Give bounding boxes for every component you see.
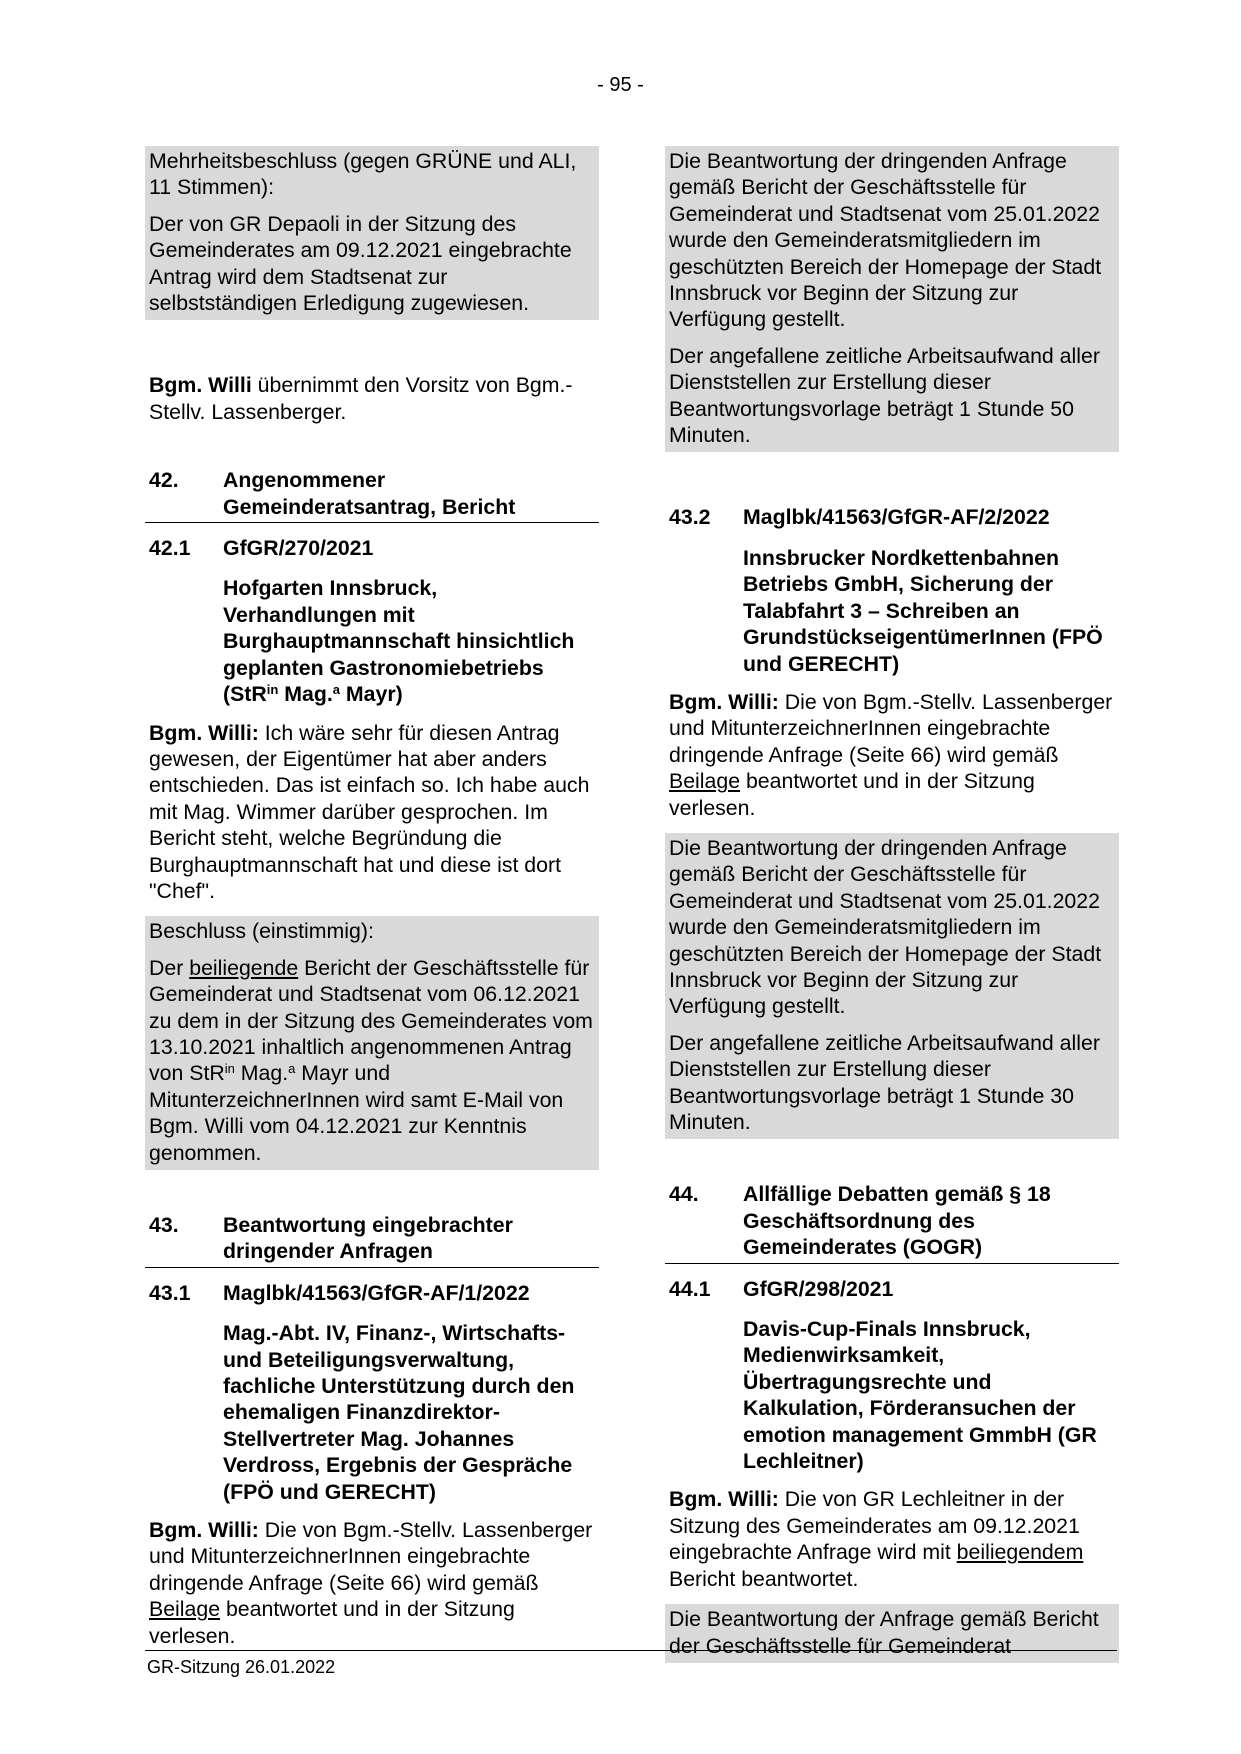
answer-text: Die Beantwortung der Anfrage gemäß Bericht der Geschäftsstelle für Gemeinderat (669, 1607, 1099, 1658)
speaker-name: Bgm. Willi: (149, 720, 259, 745)
right-column (665, 146, 1119, 1663)
effort-text: Der angefallene zeitliche Arbeitsaufwand aller Dienststellen zur Erstellung dieser Beantwortungsvorlage beträgt 1 Stunde 30 Minuten. (669, 1030, 1100, 1134)
resolution-vote: Beschluss (einstimmig): (149, 919, 374, 944)
item-43-1-subject: Mag.-Abt. IV, Finanz-, Wirtschafts- und Beteiligungsverwaltung, fachliche Unterstützung durch den ehemaligen Finanzdirektor-Stellvertreter Mag. Johannes Verdross, Ergebnis der Gespräche (FPÖ und GERECHT) (223, 1321, 575, 1504)
item-43-1-statement: Bgm. Willi: Die von Bgm.-Stellv. Lassenberger und MitunterzeichnerInnen eingebrachte dringende Anfrage (Seite 66) wird gemäß Beilage beantwortet und in der Sitzung verlesen. (149, 1518, 593, 1648)
attachment-link[interactable]: beiliegende (189, 955, 299, 980)
section-44-title: Allfällige Debatten gemäß § 18 Geschäftsordnung des Gemeinderates (GOGR) (743, 1182, 1051, 1260)
item-43-2-subject: Innsbrucker Nordkettenbahnen Betriebs GmbH, Sicherung der Talabfahrt 3 – Schreiben an GrundstückseigentümerInnen (FPÖ und GERECHT) (743, 545, 1103, 676)
speaker-name: Bgm. Willi: (669, 689, 779, 714)
item-43-2-heading: 43.2 Maglbk/41563/GfGR-AF/2/2022 (665, 504, 1119, 532)
item-43-2-statement: Bgm. Willi: Die von Bgm.-Stellv. Lassenberger und MitunterzeichnerInnen eingebrachte dringende Anfrage (Seite 66) wird gemäß Beilage beantwortet und in der Sitzung verlesen. (669, 689, 1113, 820)
chair-change-note: Bgm. Willi übernimmt den Vorsitz von Bgm.-Stellv. Lassenberger. (149, 373, 573, 424)
item-42-1-heading: 42.1 GfGR/270/2021 (145, 535, 599, 563)
item-43-2-reference: Maglbk/41563/GfGR-AF/2/2022 (743, 505, 1050, 530)
footer-session-date: GR-Sitzung 26.01.2022 (147, 1657, 336, 1677)
answer-text: Die Beantwortung der dringenden Anfrage gemäß Bericht der Geschäftsstelle für Gemeinderat und Stadtsenat vom 25.01.2022 wurde den Gemeinderatsmitgliedern im geschützten Bereich der Homepage der Stadt Innsbruck vor Beginn der Sitzung zur Verfügung gestellt. (669, 835, 1102, 1019)
attachment-link[interactable]: Beilage (669, 769, 741, 794)
section-44-heading: 44. Allfällige Debatten gemäß § 18 Geschäftsordnung des Gemeinderates (GOGR) (665, 1181, 1119, 1263)
resolution-block-2 (145, 916, 599, 1170)
item-42-1-reference: GfGR/270/2021 (223, 536, 374, 561)
footer-rule (145, 1650, 1117, 1651)
effort-text: Der angefallene zeitliche Arbeitsaufwand aller Dienststellen zur Erstellung dieser Beantwortungsvorlage beträgt 1 Stunde 50 Minuten. (669, 343, 1100, 448)
item-42-1-statement: Bgm. Willi: Ich wäre sehr für diesen Antrag gewesen, der Eigentümer hat aber anders entschieden. Das ist einfach so. Ich habe auch mit Mag. Wimmer darüber gesprochen. Im Bericht steht, welche Begründung die Burghauptmannschaft hat und diese ist dort "Chef". (149, 720, 590, 903)
speaker-name: Bgm. Willi: (149, 1518, 259, 1543)
speaker-name: Bgm. Willi: (669, 1487, 779, 1512)
item-44-1-statement: Bgm. Willi: Die von GR Lechleitner in der Sitzung des Gemeinderates am 09.12.2021 eingebrachte Anfrage wird mit beiliegendem Bericht beantwortet. (669, 1487, 1084, 1591)
item-43-1-heading: 43.1 Maglbk/41563/GfGR-AF/1/2022 (145, 1280, 599, 1308)
resolution-block-1 (145, 146, 599, 320)
section-42-title: Angenommener Gemeinderatsantrag, Bericht (223, 468, 516, 519)
section-43-heading: 43. Beantwortung eingebrachter dringender Anfragen (145, 1212, 599, 1268)
resolution-text: Der von GR Depaoli in der Sitzung des Gemeinderates am 09.12.2021 eingebrachte Antrag wird dem Stadtsenat zur selbstständigen Erledigung zugewiesen. (149, 211, 572, 316)
item-44-1-heading: 44.1 GfGR/298/2021 (665, 1276, 1119, 1304)
section-42-heading: 42. Angenommener Gemeinderatsantrag, Bericht (145, 467, 599, 523)
resolution-text: Der beiliegende Bericht der Geschäftsstelle für Gemeinderat und Stadtsenat vom 06.12.2021 zu dem in der Sitzung des Gemeinderates vom 13.10.2021 inhaltlich angenommenen Antrag von StR$^{in}$ Mag.$^a$ Mayr und MitunterzeichnerInnen wird samt E-Mail von Bgm. Willi vom 04.12.2021 zur Kenntnis genommen. (149, 955, 593, 1165)
attachment-link[interactable]: Beilage (149, 1597, 221, 1622)
item-42-1-subject: Hofgarten Innsbruck, Verhandlungen mit Burghauptmannschaft hinsichtlich geplanten Gastronomiebetriebs (StR$^{in}$ Mag.$^a$ Mayr) (223, 576, 575, 707)
answer-block-3 (665, 1604, 1119, 1663)
item-44-1-reference: GfGR/298/2021 (743, 1276, 894, 1301)
item-43-1-reference: Maglbk/41563/GfGR-AF/1/2022 (223, 1280, 530, 1305)
section-43-title: Beantwortung eingebrachter dringender Anfragen (223, 1213, 513, 1264)
item-44-1-subject: Davis-Cup-Finals Innsbruck, Medienwirksamkeit, Übertragungsrechte und Kalkulation, Förderansuchen der emotion management GmmbH (GR Lechleitner) (743, 1317, 1097, 1474)
attachment-link[interactable]: beiliegendem (956, 1540, 1084, 1565)
answer-block-1 (665, 146, 1119, 452)
answer-text: Die Beantwortung der dringenden Anfrage gemäß Bericht der Geschäftsstelle für Gemeinderat und Stadtsenat vom 25.01.2022 wurde den Gemeinderatsmitgliedern im geschützten Bereich der Homepage der Stadt Innsbruck vor Beginn der Sitzung zur Verfügung gestellt. (669, 149, 1102, 332)
page-number: - 95 - (597, 74, 644, 96)
left-column (145, 146, 599, 1649)
chair-name: Bgm. Willi (149, 373, 252, 398)
resolution-vote: Mehrheitsbeschluss (gegen GRÜNE und ALI, 11 Stimmen): (149, 149, 577, 200)
answer-block-2 (665, 833, 1119, 1139)
